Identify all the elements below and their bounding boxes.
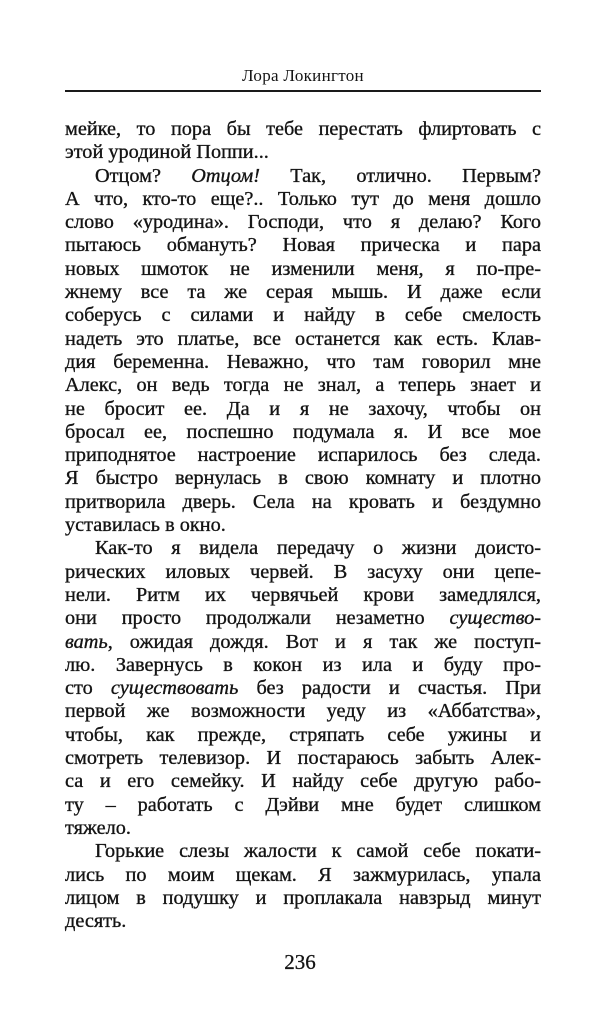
text-line	[65, 840, 541, 863]
italic-text: вать	[65, 630, 108, 653]
italic-text: существо-	[449, 607, 541, 630]
text-run: чтобы, как прежде, стряпать себе ужины и	[65, 723, 541, 746]
text-line	[65, 141, 541, 164]
text-line	[65, 328, 541, 351]
running-header: Лора Локингтон	[242, 66, 364, 85]
text-run: уставилась в окно.	[65, 514, 226, 537]
text-line	[65, 188, 541, 211]
text-run: Отцом?	[95, 164, 192, 187]
text-line	[65, 864, 541, 887]
text-line	[65, 444, 541, 467]
text-line	[65, 374, 541, 397]
italic-text: существовать	[110, 677, 239, 700]
text-run: Алекс, он ведь тогда не знал, а теперь знает и	[65, 374, 541, 397]
text-run: лю. Завернусь в кокон из ила и буду про-	[65, 653, 541, 676]
text-line	[65, 584, 541, 607]
text-run: бросал ее, поспешно подумала я. И все мое	[65, 420, 541, 443]
text-run: новых шмоток не изменили меня, я по-пре-	[65, 257, 541, 280]
text-run: ту – работать с Дэйви мне будет слишком	[65, 793, 541, 816]
text-run: са и его семейку. И найду себе другую рабо-	[65, 770, 541, 793]
text-line	[65, 607, 541, 630]
text-run: они просто продолжали незаметно	[65, 607, 450, 630]
text-line	[65, 421, 541, 444]
body-text	[65, 118, 541, 933]
text-line	[65, 491, 541, 514]
text-run: сто	[65, 677, 111, 700]
text-line	[65, 561, 541, 584]
text-line	[65, 234, 541, 257]
text-line	[65, 258, 541, 281]
text-run: без радости и счастья. При	[238, 677, 541, 700]
text-run: Горькие слезы жалости к самой себе покати-	[95, 840, 541, 863]
text-run: слово «уродина». Господи, что я делаю? Кого	[65, 211, 541, 234]
text-run: десять.	[65, 910, 127, 933]
text-line	[65, 910, 541, 933]
text-line	[65, 887, 541, 910]
text-run: , ожидая дождя. Вот и я так же поступ-	[107, 630, 541, 653]
text-line	[65, 514, 541, 537]
text-run: Как-то я видела передачу о жизни доисто-	[95, 537, 541, 560]
text-run: мейке, то пора бы тебе перестать флиртовать с	[65, 118, 541, 140]
text-run: рических иловых червей. В засуху они цепе-	[65, 560, 541, 583]
text-line	[65, 631, 541, 654]
text-run: лицом в подушку и проплакала навзрыд минут	[65, 886, 541, 909]
text-run: Так, отлично. Первым?	[260, 164, 541, 187]
text-line	[65, 817, 541, 840]
text-run: тяжело.	[65, 816, 132, 839]
text-run: пытаюсь обмануть? Новая прическа и пара	[65, 234, 541, 257]
text-run: А что, кто-то еще?.. Только тут до меня дошло	[65, 187, 541, 210]
text-run: соберусь с силами и найду в себе смелость	[65, 304, 541, 327]
text-line	[65, 794, 541, 817]
text-line	[65, 165, 541, 188]
text-line	[65, 211, 541, 234]
text-run: смотреть телевизор. И постараюсь забыть Алек-	[65, 747, 541, 770]
text-run: дия беременна. Неважно, что там говорил мне	[65, 350, 541, 373]
text-line	[65, 398, 541, 421]
text-line	[65, 747, 541, 770]
text-run: не бросит ее. Да и я не захочу, чтобы он	[65, 397, 541, 420]
header-rule	[65, 90, 541, 92]
text-run: приподнятое настроение испарилось без следа.	[65, 444, 541, 467]
text-line	[65, 281, 541, 304]
italic-text: Отцом!	[191, 164, 260, 187]
text-run: притворила дверь. Села на кровать и бездумно	[65, 490, 541, 513]
text-run: Я быстро вернулась в свою комнату и плотно	[65, 467, 541, 490]
text-line	[65, 654, 541, 677]
text-line	[65, 700, 541, 723]
text-run: первой же возможности уеду из «Аббатства»,	[65, 700, 541, 723]
text-run: лись по моим щекам. Я зажмурилась, упала	[65, 863, 541, 886]
text-line	[65, 537, 541, 560]
text-run: нели. Ритм их червячьей крови замедлялся,	[65, 583, 541, 606]
text-line	[65, 724, 541, 747]
page-number: 236	[284, 950, 316, 974]
text-run: жнему все та же серая мышь. И даже если	[65, 281, 541, 304]
text-run: этой уродиной Поппи...	[65, 141, 269, 164]
text-line	[65, 351, 541, 374]
text-line	[65, 770, 541, 793]
text-line	[65, 467, 541, 490]
text-line	[65, 118, 541, 141]
text-line	[65, 304, 541, 327]
text-line	[65, 677, 541, 700]
text-run: надеть это платье, все останется как есть. Клав-	[65, 327, 541, 350]
